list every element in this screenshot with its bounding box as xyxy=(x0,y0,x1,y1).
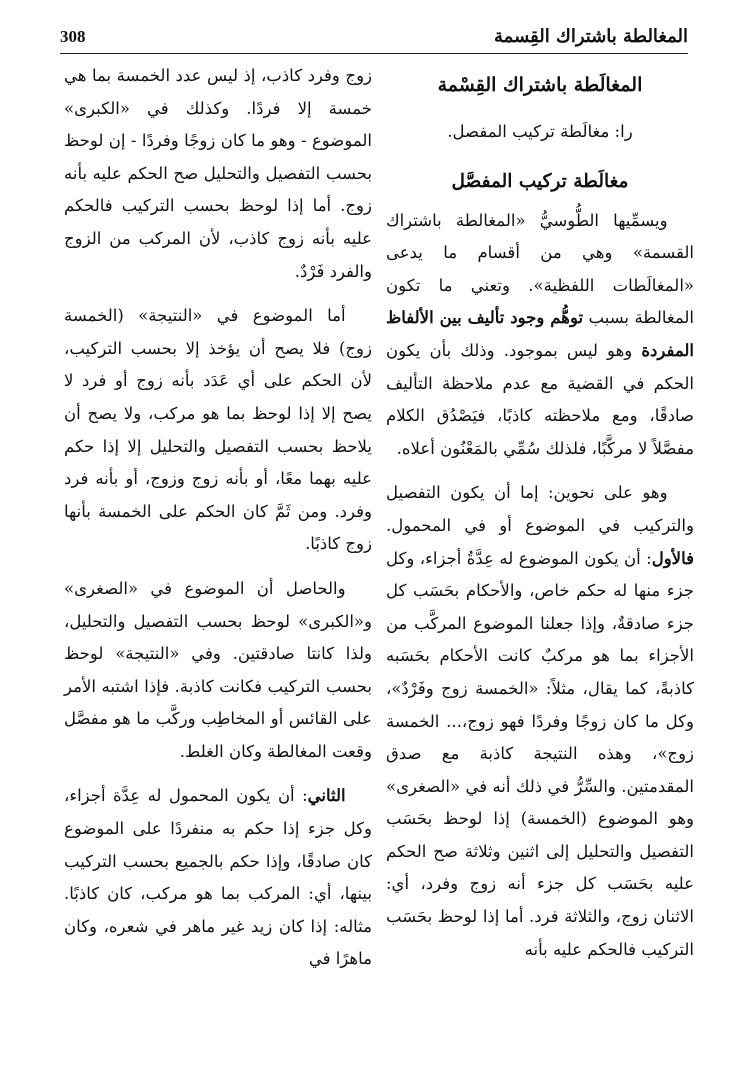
paragraph: أما الموضوع في «النتيجة» (الخمسة زوج) فلا يصح أن يؤخذ إلا بحسب التركيب، لأن الحكم على أي عَدَد بأنه زوج أو فرد لا يصح إلا إذا لوحظ بما هو مركب، ولا يصح أن يلاحظ بحسب التفصيل والتحليل إلا إذا حكم عليه بهما معًا، أو بأنه زوج وزوج، أو بأنه فرد وفرد. ومن ثَمَّ كان الحكم على الخمسة بأنها زوج كاذبًا. xyxy=(64,306,372,554)
paragraph-text: : أن يكون المحمول له عِدَّة أجزاء، وكل جزء إذا حكم به منفردًا على الموضوع كان صادقًا، وإذا حكم بالجميع بحسب التركيب بينها، أي: المركب بما هو مركب، كان كاذبًا. مثاله: إذا كان زيد غير ماهر في شعره، وكان ماهرًا في xyxy=(64,786,372,969)
page-header xyxy=(60,18,688,54)
bold-term: الثاني xyxy=(307,786,346,806)
entry-subheading: مغالَطة تركيب المفصَّل xyxy=(451,170,629,192)
paragraph-text: وهو على نحوين: إما أن يكون التفصيل والتركيب في الموضوع أو في المحمول. xyxy=(386,483,694,535)
paragraph: والحاصل أن الموضوع في «الصغرى» و«الكبرى» لوحظ بحسب التفصيل والتحليل، ولذا كانتا صادقتين. وفي «النتيجة» لوحظ بحسب التركيب فكانت كاذبة. فإذا اشتبه الأمر على القائس أو المخاطِب وركَّب ما هو مفصَّل وقعت المغالطة وكان الغلط. xyxy=(64,578,372,761)
paragraph xyxy=(386,477,694,966)
paragraph xyxy=(64,780,372,976)
cross-reference: را: مغالَطة تركيب المفصل. xyxy=(447,122,633,141)
paragraph: زوج وفرد كاذب، إذ ليس عدد الخمسة بما هي خمسة إلا فردًا. وكذلك في «الكبرى» الموضوع - وهو ما كان زوجًا وفردًا - إن لوحظ بحسب التفصيل والتحليل صح الحكم عليه بأنه زوج. أما إذا لوحظ بحسب التركيب فالحكم عليه بأنه زوج كاذب، لأن المركب من الزوج والفرد فَرْدٌ. xyxy=(64,66,372,281)
page-number: 308 xyxy=(60,27,86,46)
bold-term: فالأول xyxy=(651,548,694,568)
bold-phrase: توهُّم وجود تأليف بين الألفاظ المفردة xyxy=(386,308,694,360)
left-column xyxy=(64,60,372,976)
paragraph xyxy=(386,205,694,466)
right-column xyxy=(386,60,694,966)
entry-heading: المغالَطة باشتراك القِسْمة xyxy=(437,74,643,96)
paragraph-text: وهو ليس بموجود. وذلك بأن يكون الحكم في القضية مع عدم ملاحظة التأليف صادقًا، ومع ملاحظته كاذبًا، فيَصْدُق الكلام مفصَّلاً لا مركَّبًا، فلذلك سُمِّي بالمَعْنُون أعلاه. xyxy=(386,340,694,458)
paragraph-text: : أن يكون الموضوع له عِدَّةُ أجزاء، وكل جزء منها له حكم خاص، والأحكام بحَسَب كل جزء صادقةٌ، وإذا جعلنا الموضوع المركَّب من الأجزاء بما هو مركبٌ كانت الأحكام بحَسَبه كاذبةً، كما يقال، مثلاً: «الخمسة زوج وفَرْدٌ»، وكل ما كان زوجًا وفردًا فهو زوج،... الخمسة زوج»، وهذه النتيجة كاذبة مع صدق المقدمتين. والسِّرُّ في ذلك أنه في «الصغرى» وهو الموضوع (الخمسة) إذا لوحظ بحَسَب التفصيل والتحليل إلى اثنين وثلاثة صح الحكم عليه بحَسَب كل جزء أنه زوج وفرد، أي: الاثنان زوج، والثلاثة فرد. أما إذا لوحظ بحَسَب التركيب فالحكم عليه بأنه xyxy=(386,548,694,959)
running-title: المغالطة باشتراك القِسمة xyxy=(494,26,688,47)
paragraph-text: ويسمِّيها الطُّوسيُّ «المغالطة باشتراك القسمة» وهي من أقسام ما يدعى «المغالَطات اللفظية». وتعني ما تكون المغالطة بسبب xyxy=(386,210,695,328)
